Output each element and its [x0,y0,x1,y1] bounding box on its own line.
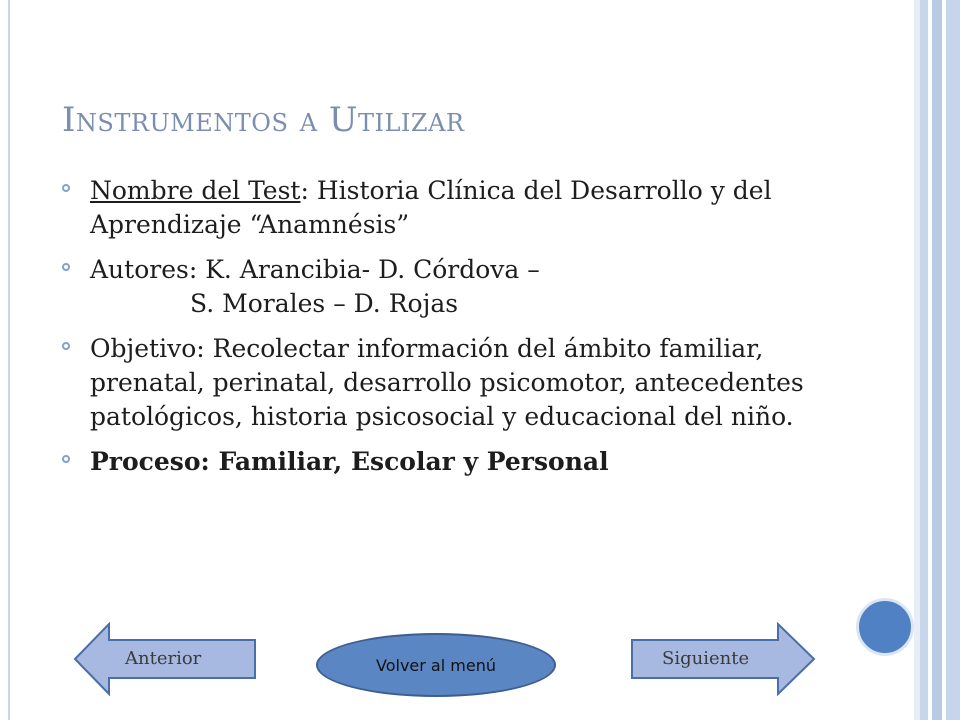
authors-text: Autores: K. Arancibia- D. Córdova – [90,255,540,284]
slide-title: Instrumentos a Utilizar [62,100,465,140]
test-name-label: Nombre del Test [90,176,301,205]
previous-button[interactable] [73,622,257,696]
bullet-list [62,174,842,490]
bullet-authors-continued [62,287,842,321]
bullet-authors [62,253,842,287]
authors-text-continued: S. Morales – D. Rojas [190,289,459,318]
bullet-objective [62,332,842,434]
right-stripe-decoration [914,0,960,720]
back-to-menu-button[interactable] [316,633,556,697]
ring-bullet-icon [62,263,70,271]
bullet-test-name [62,174,842,242]
next-button[interactable] [630,622,816,696]
next-label: Siguiente [662,648,750,669]
process-text: Proceso: Familiar, Escolar y Personal [90,447,609,476]
bullet-process [62,445,842,479]
circle-decoration [856,598,914,656]
previous-label: Anterior [125,648,202,669]
objective-text: Objetivo: Recolectar información del ámbito familiar, prenatal, perinatal, desarrollo psicomotor, antecedentes patológicos, historia psicosocial y educacional del niño. [90,334,804,431]
ring-bullet-icon [62,184,70,192]
ring-bullet-icon [62,455,70,463]
ring-bullet-icon [62,342,70,350]
back-to-menu-label: Volver al menú [376,655,496,675]
test-name-text: : Historia Clínica del Desarrollo y del Aprendizaje “Anamnésis” [90,176,772,239]
